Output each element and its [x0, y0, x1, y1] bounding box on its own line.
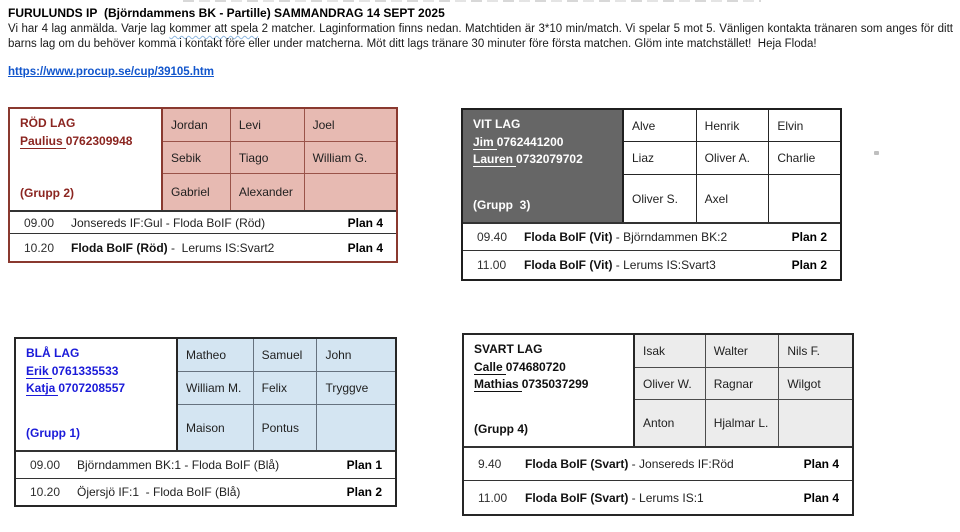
player-cell: Walter	[705, 335, 779, 367]
player-cell	[768, 174, 840, 222]
match-row	[10, 210, 396, 233]
team-name: SVART LAG	[474, 342, 543, 356]
contact-phone: 074680720	[505, 360, 566, 374]
match-time: 11.00	[477, 258, 507, 272]
contact-line	[474, 376, 625, 393]
player-cell: Joel	[304, 109, 396, 141]
player-cell	[316, 404, 395, 450]
away-team: Jonsereds IF:Röd	[639, 457, 734, 471]
contact-line	[474, 359, 625, 376]
home-team: Jonsereds IF:Gul	[71, 215, 163, 230]
player-cell: Wilgot	[778, 367, 852, 399]
plan-label: Plan 4	[347, 215, 383, 230]
match-teams	[525, 491, 804, 505]
contact-phone: 0761335533	[51, 364, 119, 378]
page-title: FURULUNDS IP (Björndammens BK - Partille) SAMMANDRAG 14 SEPT 2025	[8, 6, 445, 20]
separator: -	[628, 457, 640, 471]
contact-name: Katja	[26, 381, 58, 396]
player-cell: Anton	[635, 399, 705, 446]
team-info	[16, 339, 176, 450]
player-cell: Alve	[624, 110, 696, 141]
contact-phone: 0735037299	[521, 377, 589, 391]
player-cell: Gabriel	[163, 173, 230, 210]
team-card-vit	[461, 108, 842, 281]
player-cell: Tiago	[230, 141, 304, 173]
team-card-svart	[462, 333, 854, 516]
home-team: Floda BoIF (Vit)	[524, 230, 613, 244]
match-teams	[525, 457, 804, 471]
group-label: (Grupp 3)	[473, 198, 531, 212]
plan-label: Plan 2	[791, 258, 827, 272]
contact-line	[473, 151, 614, 168]
player-cell: Jordan	[163, 109, 230, 141]
player-cell: John	[316, 339, 395, 371]
team-header-vit	[463, 110, 840, 222]
separator: -	[162, 215, 174, 230]
group-label: (Grupp 4)	[474, 422, 528, 436]
team-header-bla	[16, 339, 395, 450]
player-grid	[633, 335, 852, 446]
plan-label: Plan 2	[791, 230, 827, 244]
player-grid	[176, 339, 395, 450]
contact-name: Erik	[26, 364, 52, 379]
contact-phone: 0707208557	[58, 381, 126, 395]
contact-phone: 0762441200	[496, 135, 564, 149]
separator: -	[167, 240, 182, 255]
match-teams	[524, 258, 792, 272]
team-header-svart	[464, 335, 852, 446]
separator: -	[612, 230, 624, 244]
spellcheck-phrase: kommer att spela	[169, 23, 259, 35]
plan-label: Plan 2	[346, 485, 382, 499]
match-time: 10.20	[30, 485, 61, 499]
player-cell: Matheo	[178, 339, 253, 371]
plan-label: Plan 4	[803, 490, 839, 505]
team-card-rod	[8, 107, 398, 263]
team-info	[10, 109, 161, 210]
player-cell: Pontus	[253, 404, 317, 450]
player-cell: William G.	[304, 141, 396, 173]
contact-name: Jim	[473, 135, 497, 150]
player-cell: Oliver A.	[696, 141, 769, 174]
player-cell: Maison	[178, 404, 253, 450]
plan-label: Plan 1	[346, 458, 382, 472]
contact-line	[26, 363, 168, 380]
home-team: Floda BoIF (Vit)	[524, 258, 613, 272]
contact-line	[473, 134, 614, 151]
contact-phone: 0732079702	[516, 152, 583, 166]
contact-name: Paulius	[20, 134, 66, 149]
match-row	[464, 480, 852, 514]
separator: -	[181, 458, 192, 472]
player-cell: Isak	[635, 335, 705, 367]
clipped-text-artifact	[183, 0, 761, 2]
away-team: Lerums IS:1	[639, 490, 704, 505]
home-team: Floda BoIF (Svart)	[525, 457, 629, 471]
player-grid	[622, 110, 840, 222]
away-team: Lerums IS:Svart3	[623, 258, 716, 272]
separator: -	[612, 258, 624, 272]
contact-name: Lauren	[473, 152, 516, 167]
plan-label: Plan 4	[347, 240, 383, 255]
player-cell: Tryggve	[316, 371, 395, 404]
match-teams	[77, 485, 347, 499]
player-grid	[161, 109, 396, 210]
match-teams	[71, 216, 348, 230]
player-cell: Nils F.	[778, 335, 852, 367]
match-time: 11.00	[478, 490, 508, 505]
contact-line	[20, 133, 153, 150]
player-cell	[304, 173, 396, 210]
match-row	[463, 222, 840, 250]
intro-text-1: Vi har 4 lag anmälda. Varje lag	[8, 23, 170, 35]
match-time: 9.40	[478, 457, 502, 471]
home-team: Björndammen BK:1	[77, 458, 182, 472]
team-info	[463, 110, 622, 222]
match-row	[16, 478, 395, 505]
plan-label: Plan 4	[803, 457, 839, 471]
team-name: RÖD LAG	[20, 116, 76, 130]
player-cell	[778, 399, 852, 446]
away-team: Björndammen BK:2	[623, 230, 728, 244]
procup-link[interactable]: https://www.procup.se/cup/39105.htm	[8, 66, 214, 78]
match-row	[16, 450, 395, 478]
team-info	[464, 335, 633, 446]
match-teams	[71, 241, 348, 255]
team-name: VIT LAG	[473, 117, 521, 131]
away-team: Lerums IS:Svart2	[181, 240, 275, 255]
player-cell: Charlie	[768, 141, 840, 174]
match-teams	[524, 230, 792, 244]
separator: -	[628, 490, 640, 505]
team-card-bla	[14, 337, 397, 507]
contact-name: Calle	[474, 360, 506, 375]
player-cell: Oliver W.	[635, 367, 705, 399]
player-cell: Oliver S.	[624, 174, 696, 222]
smudge-dot	[874, 151, 879, 155]
away-team: Floda BoIF (Blå)	[191, 458, 280, 472]
team-name: BLÅ LAG	[26, 346, 80, 360]
player-cell: Elvin	[768, 110, 840, 141]
intro-text-2: 2 matcher. Laginformation finns nedan. Matchtiden är 3*10 min/match. Vi spelar 5 mot 5. Vänligen kontakta tränaren som anges för ditt barns lag om du behöver komma i kontakt före eller under matcherna. Möt ditt lags tränare 30 minuter före första matchen. Glöm inte matchstället! Heja Floda!	[8, 23, 953, 50]
group-label: (Grupp 2)	[20, 186, 74, 200]
player-cell: Henrik	[696, 110, 769, 141]
home-team: Öjersjö IF:1	[77, 485, 140, 499]
home-team: Floda BoIF (Svart)	[525, 490, 629, 505]
match-time: 10.20	[24, 240, 55, 255]
contact-phone: 0762309948	[65, 134, 133, 148]
player-cell: Ragnar	[705, 367, 779, 399]
player-cell: Samuel	[253, 339, 317, 371]
player-cell: Axel	[696, 174, 769, 222]
match-time: 09.00	[24, 215, 55, 230]
player-cell: Sebik	[163, 141, 230, 173]
player-cell: Liaz	[624, 141, 696, 174]
player-cell: Hjalmar L.	[705, 399, 779, 446]
player-cell: William M.	[178, 371, 253, 404]
intro-paragraph	[8, 22, 953, 51]
contact-line	[26, 380, 168, 397]
away-team: Floda BoIF (Röd)	[173, 215, 266, 230]
contact-name: Mathias	[474, 377, 522, 392]
match-row	[464, 446, 852, 480]
away-team: Floda BoIF (Blå)	[153, 485, 241, 499]
group-label: (Grupp 1)	[26, 426, 80, 440]
player-cell: Levi	[230, 109, 304, 141]
team-header-rod	[10, 109, 396, 210]
match-row	[463, 250, 840, 279]
match-row	[10, 233, 396, 261]
match-time: 09.00	[30, 458, 61, 472]
separator: -	[139, 485, 154, 499]
home-team: Floda BoIF (Röd)	[71, 240, 168, 255]
match-teams	[77, 458, 347, 472]
player-cell: Felix	[253, 371, 317, 404]
player-cell: Alexander	[230, 173, 304, 210]
match-time: 09.40	[477, 230, 508, 244]
